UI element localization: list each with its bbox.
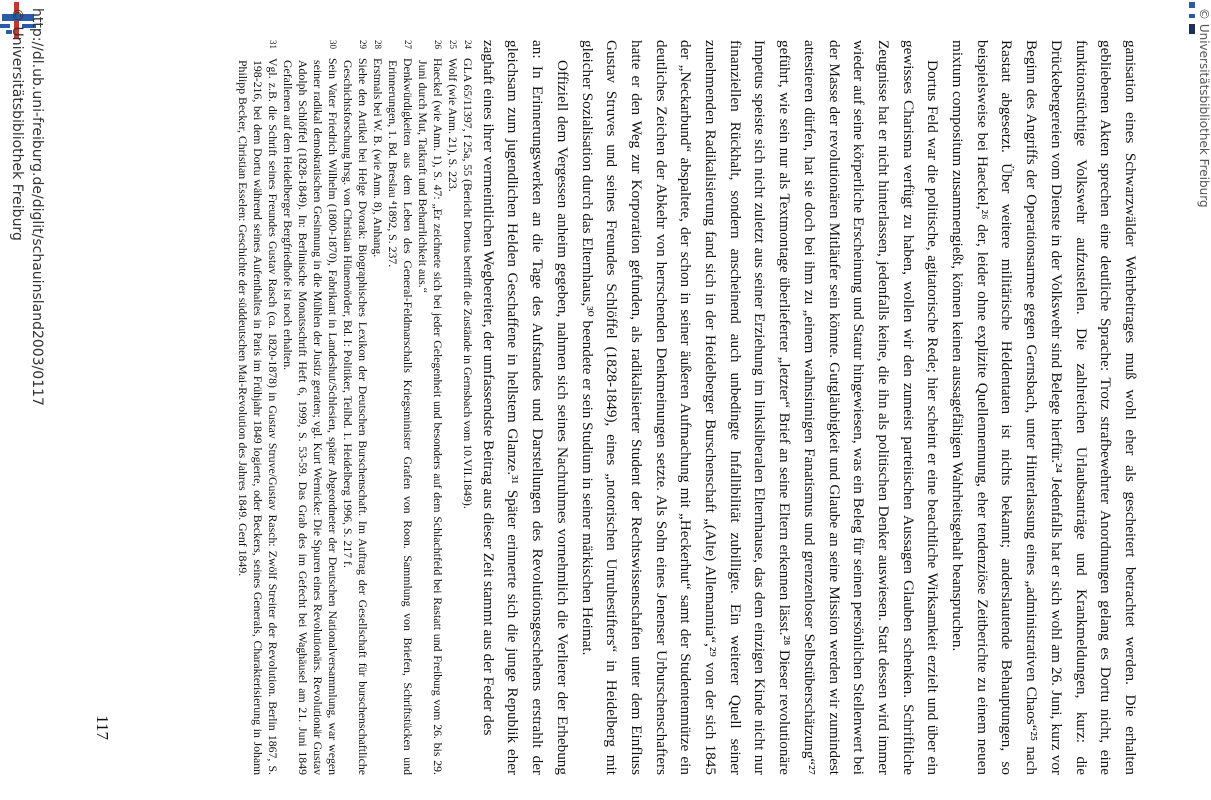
- footnote-text: Siehe den Artikel bei Helge Dvorak: Biographisches Lexikon der Deutschen Burschenschaft. Im Auftrag der Gesellschaft für burschenschaftliche Geschichtsforschung hrsg. von Christian Hünemörder, Bd. I: Politiker, Teilbd. 1. Heidelberg 1996, S. 217 f.: [341, 58, 370, 775]
- body-text: [475, 40, 1142, 775]
- copyright-notice: © Universitätsbibliothek Freiburg: [9, 8, 25, 241]
- footnote-text: Denkwürdigkeiten aus dem Leben des General-Feldmarschalls Kriegsminister Grafen von Roon. Sammlung von Briefen, Schriftstücken und Erinnerungen, 1. Bd. Breslau ⁴1892, S. 237.: [386, 58, 415, 775]
- footnote: [370, 40, 385, 775]
- footnote: [460, 40, 475, 775]
- paragraph: ganisation eines Schwarzwälder Wehrbeitrages muß wohl eher als gescheitert betrachtet werden. Die erhalten gebliebenen Akten sprechen eine deutliche Sprache: Trotz strafbewehrter Anordnungen gelang es Dortu nicht, eine funktionstüchtige Volkswehr aufzustellen. Die zahlreichen Urlaubsanträge und Krankmeldungen, kurz: die Drückebergereien vom Dienste in der Volkswehr sind Belege hierfür.²⁴ Jedenfalls hat er sich wohl am 26. Juni, kurz vor Beginn des Angriffs der Operationsarmee gegen Gernsbach, unter Hinterlassung eines „administrativen Chaos“²⁵ nach Rastatt abgesetzt. Über weitere militärische Heldentaten ist nichts bekannt; anderslautende Behauptungen, so beispielsweise bei Haeckel,²⁶ der, leider ohne explizite Quellennennung, eher tendenziöse Zeitberichte zu einem neuen mixtum compositum zusammengießt, können keinen aussagefähigen Wahrheitsgehalt beanspruchen.: [949, 40, 1139, 775]
- footnote-number: 27: [403, 40, 413, 49]
- footnote-text: Haeckel (wie Anm. 1), S. 47: „Er zeichnete sich bei jeder Gelegenheit und besonders auf dem Schlachtfeld bei Rastatt und Freiburg vom 26. bis 29. Juni durch Mut, Tatkraft und Beharrlichkeit aus.“: [416, 58, 445, 775]
- footnote-number: 31: [268, 40, 278, 49]
- paragraph: Offiziell dem Vergessen anheim gegeben, nahmen sich seines Nachruhmes vornehmlich die Verlierer der Erhebung an: In Erinnerungswerken an die Tage des Aufstandes und Darstellungen des Revolutionsgeschehens erstrahlt der gleichsam zum jugendlichen Helden Geschaffene in hellstem Glanze.³¹ Später erinnerte sich die junge Republik eher zaghaft eines ihrer vermeintlichen Wegbereiter, der umfassendste Beitrag aus dieser Zeit stammt aus der Feder des: [479, 40, 571, 775]
- source-url[interactable]: http://dl.ub.uni-freiburg.de/diglit/schauinsland2003/0117: [29, 8, 45, 406]
- page-number: 117: [93, 715, 112, 740]
- footnote: [280, 40, 340, 775]
- footnote: [445, 40, 460, 775]
- footnote-number: 28: [373, 40, 383, 49]
- footnote-number: 24: [463, 40, 473, 49]
- paragraph: Dortus Feld war die politische, agitatorische Rede; hier scheint er eine beachtliche Wirksamkeit erzielt und über ein gewisses Charisma verfügt zu haben, wollen wir den zumeist parteiischen Aussagen Glauben schenken. Schriftliche Zeugnisse hat er nicht hinterlassen, jedenfalls keine, die ihn als politischen Denker auswiesen. Statt dessen wird immer wieder auf seine körperliche Erscheinung und Statur hingewiesen, was ein Beleg für seinen persönlichen Stellenwert bei der Masse der revolutionären Mitläufer sein könnte. Gutgläubigkeit und Glaube an seine Mission werden wir zumindest attestieren dürfen, hat sie doch bei ihm zu „einem wahnsinnigen Fanatismus und grenzenloser Selbstüberschätzung“²⁷ geführt, wie sein nur als Textmontage überlieferter „letzter“ Brief an seine Eltern erkennen lässt.²⁸ Dieser revolutionäre Impetus speiste sich nicht zuletzt aus seiner Erziehung im linksliberalen Elternhause, das dem einzigen Kinde nicht nur finanziellen Rückhalt, sondern anscheinend auch unbedingte Infallibilität zubilligte. Ein weiterer Quell seiner zunehmenden Radikalisierung fand sich in der Heidelberger Burschenschaft „(Alte) Allemannia“,²⁹ von der sich 1845 der „Neckarbund“ abspaltete, der schon in seiner äußeren Aufmachung mit „Heckerhut“ samt der Studentenmütze ein deutliches Zeichen der Abkehr von herrschenden Denkmeinungen setzte. Als Sohn eines Jenenser Urburschenschafters hatte er den Weg zur Korporation gefunden, als radikalisierter Student der Rechtswissenschaften unter dem Einfluss Gustav Struves und seines Freundes Schlöffel (1828-1849), eines „notorischen Unruhestifters“ in Heidelberg mit gleicher Sozialisation durch das Elternhaus,³⁰ beendete er sein Studium in seiner märkischen Heimat.: [578, 40, 942, 775]
- footnote-text: Vgl. z.B. die Schrift seines Freundes Gustav Rasch (ca. 1820-1878) in Gustav Struve/Gustav Rasch: Zwölf Streiter der Revolution. Berlin 1867, S. 198-216, bei dem Dortu während seines Aufenthaltes in Paris im Frühjahr 1849 logierte, oder Beckers, seines Generals, Charakterisierung in Johann Philipp Becker, Christian Esselen: Geschichte der süddeutschen Mai-Revolution des Jahres 1849. Genf 1849.: [236, 58, 280, 775]
- footnote-text: Wolf (wie Anm. 21), S. 223.: [446, 58, 460, 192]
- footnote-text: Erstmals bei W. B. (wie Anm. 8), Anhang.: [371, 58, 385, 258]
- footnote: [235, 40, 280, 775]
- footnote: [415, 40, 445, 775]
- footnote: [340, 40, 370, 775]
- footnote: [385, 40, 415, 775]
- footnotes: [235, 40, 475, 775]
- copyright-cutoff-top: © Universitätsbibliothek Freiburg: [1197, 8, 1211, 208]
- footnote-text: Sein Vater Friedrich Wilhelm (1800-1870), Fabrikant in Landeshut/Schlesien, später Abgeordneter der Deutschen Nationalversammlung, war wegen seiner radikal demokratischen Gesinnung in die Mühlen der Justiz geraten; vgl. Kurt Wernicke: Die Spuren eines Revolutionärs. Revolutionär Gustav Adolph Schlöffel (1828-1849). In: Berlinische Monatsschrift Heft 6, 1999, S. 53-59. Das Grab des im Gefecht bei Waghäusel am 21. Juni 1849 Gefallenen auf dem Heidelberger Bergfriedhofe ist noch erhalten.: [281, 58, 340, 775]
- footnote-number: 30: [328, 40, 338, 49]
- footnote-number: 29: [358, 40, 368, 49]
- footnote-number: 25: [448, 40, 458, 49]
- footnote-number: 26: [433, 40, 443, 49]
- footnote-text: GLA 65/11397, f 25a, 55 (Bericht Dortus betrifft die Zustände in Gernsbach vom 10.VII.1849).: [461, 58, 475, 509]
